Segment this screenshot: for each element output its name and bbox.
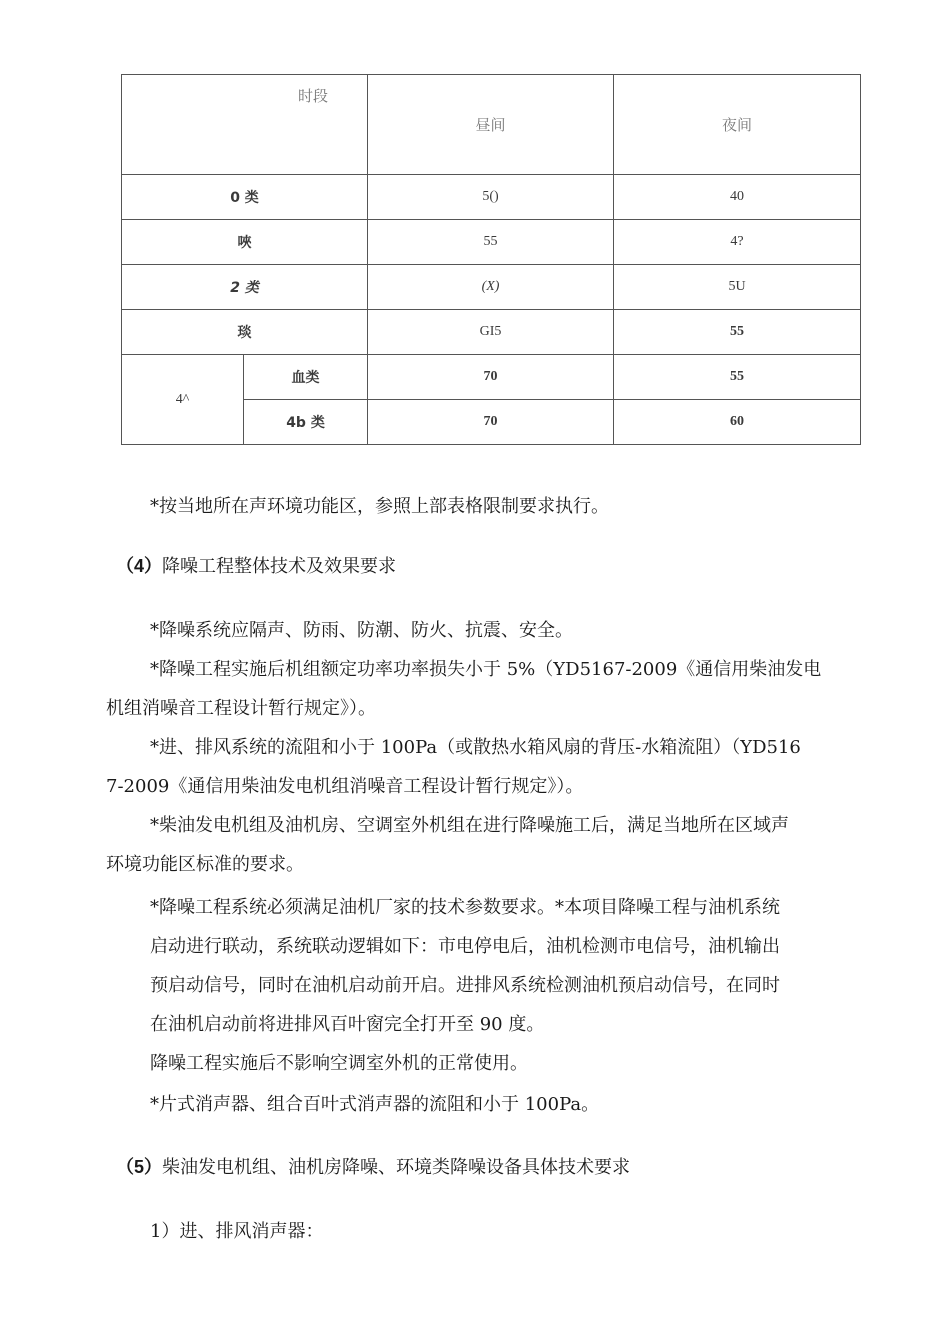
cell-day: 70	[368, 400, 614, 445]
item-5-line-1: *降噪工程系统必须满足油机厂家的技术参数要求。*本项目降噪工程与油机系统	[150, 897, 780, 918]
table-row	[122, 220, 861, 265]
noise-limit-table	[121, 74, 861, 445]
table-row	[122, 355, 861, 400]
item-4-line-2: 环境功能区标准的要求。	[106, 854, 304, 875]
table-header-row	[122, 75, 861, 175]
item-2-line-2: 机组消噪音工程设计暂行规定》）。	[106, 698, 376, 719]
cell-night: 40	[614, 175, 861, 220]
row-label: 2 类	[122, 265, 368, 310]
cell-day: 55	[368, 220, 614, 265]
header-night: 夜间	[614, 75, 861, 175]
group-label: 4^	[122, 355, 244, 445]
item-3-line-1: *进、排风系统的流阻和小于 100Pa（或散热水箱风扇的背压-水箱流阻）（YD516	[150, 737, 801, 758]
item-5-line-2: 启动进行联动，系统联动逻辑如下：市电停电后，油机检测市电信号，油机输出	[150, 936, 780, 957]
item-1: *降噪系统应隔声、防雨、防潮、防火、抗震、安全。	[150, 620, 573, 641]
item-2-line-1: *降噪工程实施后机组额定功率功率损失小于 5%（YD5167-2009《通信用柴油发电	[150, 659, 822, 680]
item-3-line-2: 7-2009《通信用柴油发电机组消噪音工程设计暂行规定》）。	[106, 776, 584, 797]
cell-night: 4?	[614, 220, 861, 265]
row-label: 唊	[122, 220, 368, 265]
section-4-heading	[116, 547, 396, 586]
section-5-number: （5）	[116, 1157, 163, 1177]
table-note: *按当地所在声环境功能区，参照上部表格限制要求执行。	[150, 496, 609, 517]
sub-row-label: 4b 类	[244, 400, 368, 445]
header-day: 昼间	[368, 75, 614, 175]
table-row	[122, 175, 861, 220]
table-row	[122, 265, 861, 310]
cell-night: 60	[614, 400, 861, 445]
cell-night: 55	[614, 355, 861, 400]
table-row	[122, 310, 861, 355]
item-5-line-3: 预启动信号，同时在油机启动前开启。进排风系统检测油机预启动信号，在同时	[150, 975, 780, 996]
cell-day: 70	[368, 355, 614, 400]
cell-day: (X)	[368, 265, 614, 310]
table-corner-cell: 时段	[122, 75, 368, 175]
item-4-line-1: *柴油发电机组及油机房、空调室外机组在进行降噪施工后，满足当地所在区域声	[150, 815, 789, 836]
section-4-number: （4）	[116, 556, 163, 576]
subsection-1-heading: 1）进、排风消声器：	[150, 1221, 324, 1242]
item-5-line-4: 在油机启动前将进排风百叶窗完全打开至 90 度。	[150, 1014, 545, 1035]
section-5-title: 柴油发电机组、油机房降噪、环境类降噪设备具体技术要求	[162, 1157, 631, 1178]
row-label: 0 类	[122, 175, 368, 220]
cell-night: 55	[614, 310, 861, 355]
cell-day: GI5	[368, 310, 614, 355]
section-4-title: 降噪工程整体技术及效果要求	[162, 556, 397, 577]
sub-row-label: 血类	[244, 355, 368, 400]
section-5-heading	[116, 1148, 630, 1187]
cell-night: 5U	[614, 265, 861, 310]
row-label: 琰	[122, 310, 368, 355]
item-6: 降噪工程实施后不影响空调室外机的正常使用。	[150, 1053, 528, 1074]
item-7: *片式消声器、组合百叶式消声器的流阻和小于 100Pa。	[150, 1094, 600, 1115]
cell-day: 5()	[368, 175, 614, 220]
